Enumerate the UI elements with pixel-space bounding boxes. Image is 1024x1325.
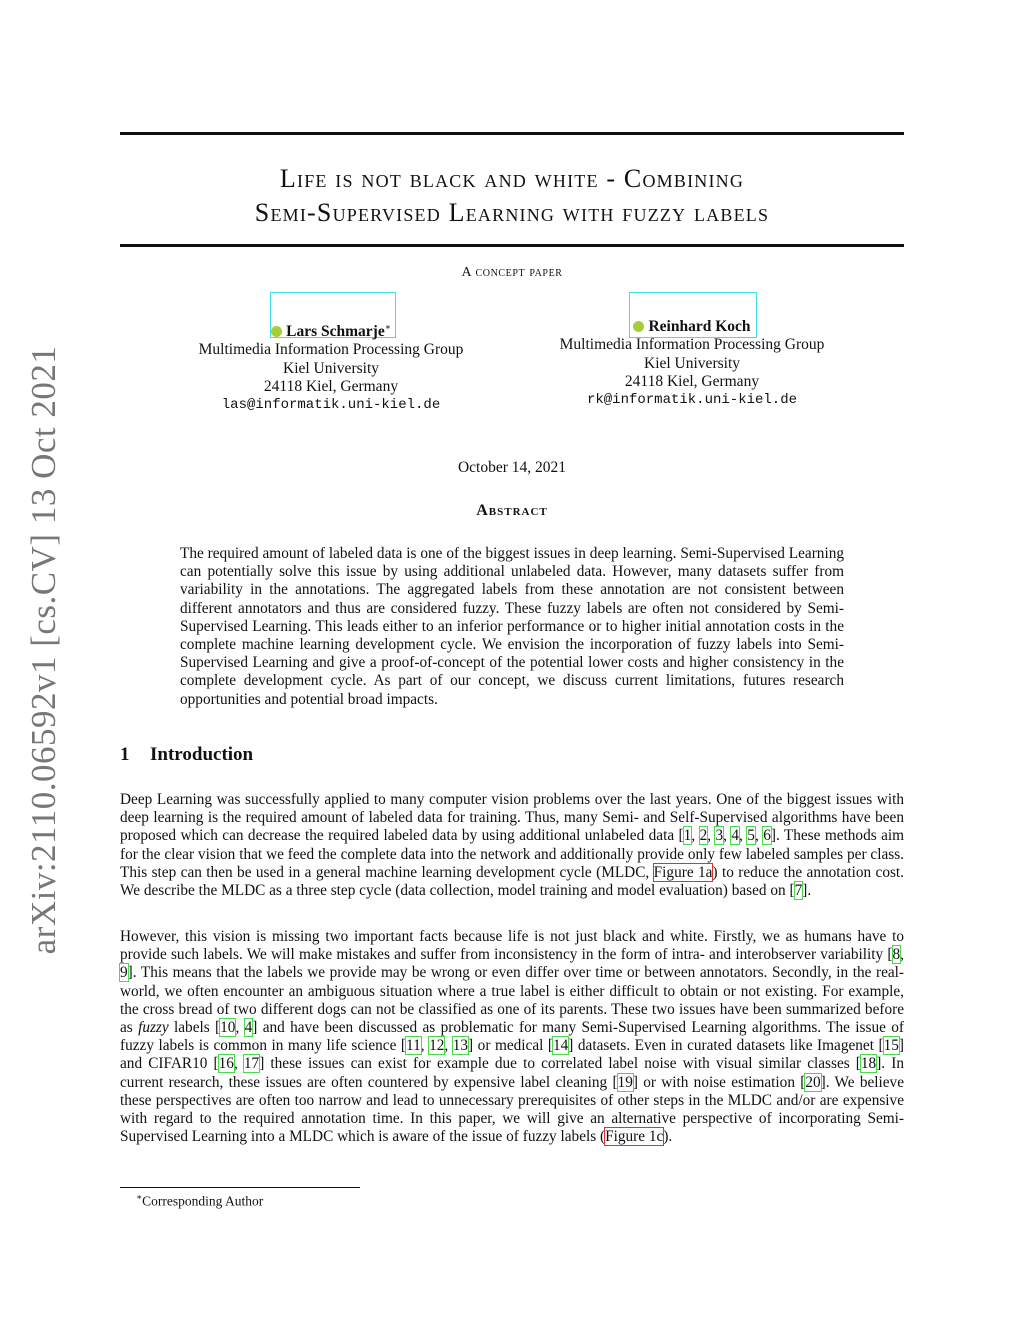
citation-link[interactable]: 14 [552,1037,569,1055]
author-mark: ∗ [384,322,391,332]
text-run: ] and CIFAR10 [ [120,1037,904,1073]
citation-link[interactable]: 7 [794,882,803,900]
author-city: 24118 Kiel, Germany [624,372,760,390]
paper-date: October 14, 2021 [457,459,567,476]
citation-link[interactable]: 10 [220,1019,236,1037]
text-run: ) to reduce the annotation cost. We describe the MLDC as a three step cycle (data collection, model training and model evaluation) based on [ [120,863,905,900]
text-run: ] and have been discussed as problematic for many Semi-Supervised Learning algorithms. The issue of fuzzy labels is common in many life science [ [120,1019,904,1055]
top-rule [120,132,904,135]
citation-link[interactable]: 19 [617,1073,633,1091]
orcid-icon[interactable] [271,326,282,337]
author-university: Kiel University [283,359,379,377]
paper-title-line-2: Semi-Supervised Learning with fuzzy labels [254,198,770,227]
bottom-rule [120,244,904,247]
citation-link[interactable]: 20 [805,1073,821,1091]
footnote-text: Corresponding Author [142,1193,264,1209]
author-block-2 [512,318,872,409]
emphasis-text: fuzzy [138,1019,169,1037]
author-city: 24118 Kiel, Germany [263,378,399,396]
intro-paragraph-1: Deep Learning was successfully applied to many computer vision problems over the last years. One of the biggest issues with deep learning is the required amount of labeled data for training. Thus, many Semi- and Self-Supervised algorithms have been proposed which can decrease the required labeled data by using additional unlabeled data [1, 2, 3, 4, 5, 6]. These methods aim for the clear vision that we feed the complete data into the network and additionally provide only few labeled samples per class. This step can then be used in a general machine learning development cycle (MLDC, Figure 1a) to reduce the annotation cost. We describe the MLDC as a three step cycle (data collection, model training and model evaluation) based on [7]. [120,791,905,900]
text-run: ]. These methods aim for the clear vision that we feed the complete data into the network and additionally provide only few labeled samples per class. This step can then be used in a general machine learning development cycle (MLDC, [120,827,905,881]
citation-link[interactable]: 13 [452,1037,469,1055]
text-run: ). [663,1128,673,1146]
text-run: ] datasets. Even in curated datasets like Imagenet [ [568,1037,884,1055]
abstract-text: The required amount of labeled data is one of the biggest issues in deep learning. Semi-Supervised Learning can potentially solve this issue by using additional unlabeled data. However, many datasets suffer from variability in the annotations. The aggregated labels from these annotation are not consistent between different annotators and thus are considered fuzzy. These fuzzy labels are often not considered by Semi-Supervised Learning. This leads either to an inferior performance or to higher initial annotation costs in the complete machine learning development cycle. We envision the incorporation of fuzzy labels into Semi-Supervised Learning and give a proof-of-concept of the potential lower costs and higher consistency in the complete development cycle. As part of our concept, we discuss current limitations, futures research opportunities and potential broad impacts. [180,545,844,708]
citation-link[interactable]: 4 [731,827,740,845]
paper-title-line-1: Life is not black and white - Combining [279,164,745,193]
citation-link[interactable]: 8 [892,946,901,964]
figure-link[interactable]: Figure 1a [653,863,713,881]
intro-paragraph-2: However, this vision is missing two important facts because life is not just black and white. Firstly, we as humans have to provide such labels. We will make mistakes and suffer from inconsistency in the form of intra- and interobserver variability [8, 9]. This means that the labels we provide may be wrong or even differ over time or between annotators. Secondly, in the real-world, we often encounter an ambiguous situation where a true label is either difficult to obtain or not existing. For example, the cross bread of two different dogs can not be classified as one of its parents. These two issues have been summarized before as fuzzy labels [10, 4] and have been discussed as problematic for many Semi-Supervised Learning algorithms. The issue of fuzzy labels is common in many life science [11, 12, 13] or medical [14] datasets. Even in curated datasets like Imagenet [15] and CIFAR10 [16, 17] these issues can exist for example due to correlated label noise with visual similar classes [18]. In current research, these issues are often countered by expensive label cleaning [19] or with noise estimation [20]. We believe these perspectives are often too narrow and lead to unnecessary prerequisites of other steps in the MLDC and/or are expensive with regard to the required annotation time. In this paper, we will give an alternative perspective of incorporating Semi-Supervised Learning into a MLDC which is aware of the issue of fuzzy labels (Figure 1c). [120,928,904,1146]
arxiv-identifier-text: arXiv:2110.06592v1 [cs.CV] 13 Oct 2021 [24,345,63,955]
footnote-mark: ∗ [136,1192,143,1202]
text-run: ] these issues can exist for example due to correlated label noise with visual similar classes [ [259,1055,861,1073]
text-run: ]. This means that the labels we provide may be wrong or even differ over time or between annotators. Secondly, in the real-world, we often encounter an ambiguous situation where a true label is either difficult to obtain or not existing. For example, the cross bread of two different dogs can not be classified as one of its parents. These two issues have been summarized before as [120,964,904,1037]
author-email: las@informatik.uni-kiel.de [221,397,441,414]
text-run: ]. [802,882,812,900]
author-email: rk@informatik.uni-kiel.de [586,392,798,409]
citation-link[interactable]: 17 [243,1055,260,1073]
text-run: ] or with noise estimation [ [632,1073,806,1091]
subtitle: A concept paper [461,265,563,280]
author-university: Kiel University [644,354,740,372]
citation-link[interactable]: 5 [747,827,755,845]
abstract-heading: Abstract [476,502,548,519]
citation-link[interactable]: 16 [218,1055,234,1073]
citation-link[interactable]: 18 [860,1055,877,1073]
citation-link[interactable]: 2 [699,827,708,845]
section-title: Introduction [150,744,254,765]
text-run: labels [ [168,1019,221,1037]
author-block-1 [151,318,511,415]
text-run: Deep Learning was successfully applied to many computer vision problems over the last years. One of the biggest issues with deep learning is the required amount of labeled data for training. Thus, many Semi- and Self-Supervised algorithms have been proposed which can decrease the required labeled data by using additional unlabeled data [ [120,791,904,845]
text-run: However, this vision is missing two important facts because life is not just black and white. Firstly, we as humans have to provide such labels. We will make mistakes and suffer from inconsistency in the form of intra- and interobserver variability [ [120,928,904,964]
author-name[interactable]: Reinhard Koch [648,318,751,335]
footnote-rule [120,1187,360,1188]
citation-link[interactable]: 3 [715,827,724,845]
footnote [136,1192,263,1210]
citation-link[interactable]: 9 [120,964,128,982]
citation-link[interactable]: 15 [883,1037,899,1055]
citation-link[interactable]: 11 [406,1037,421,1055]
orcid-icon[interactable] [633,321,644,332]
section-heading [120,744,253,766]
citation-link[interactable]: 6 [763,827,771,845]
citation-link[interactable]: 1 [683,827,692,845]
text-run: ] or medical [ [468,1037,553,1055]
text-run: ]. In current research, these issues are often countered by expensive label cleaning [ [120,1055,904,1091]
author-name[interactable]: Lars Schmarje [286,323,385,341]
citation-link[interactable]: 4 [244,1019,253,1037]
section-number: 1 [120,744,130,765]
citation-link[interactable]: 12 [429,1037,445,1055]
figure-link[interactable]: Figure 1c [605,1128,664,1146]
author-affiliation: Multimedia Information Processing Group [198,341,464,359]
text-run: ]. We believe these perspectives are often too narrow and lead to unnecessary prerequisites of other steps in the MLDC and/or are expensive with regard to the required annotation time. In this paper, we will give an alternative perspective of incorporating Semi-Supervised Learning into a MLDC which is aware of the issue of fuzzy labels ( [120,1073,904,1146]
author-affiliation: Multimedia Information Processing Group [559,336,825,354]
